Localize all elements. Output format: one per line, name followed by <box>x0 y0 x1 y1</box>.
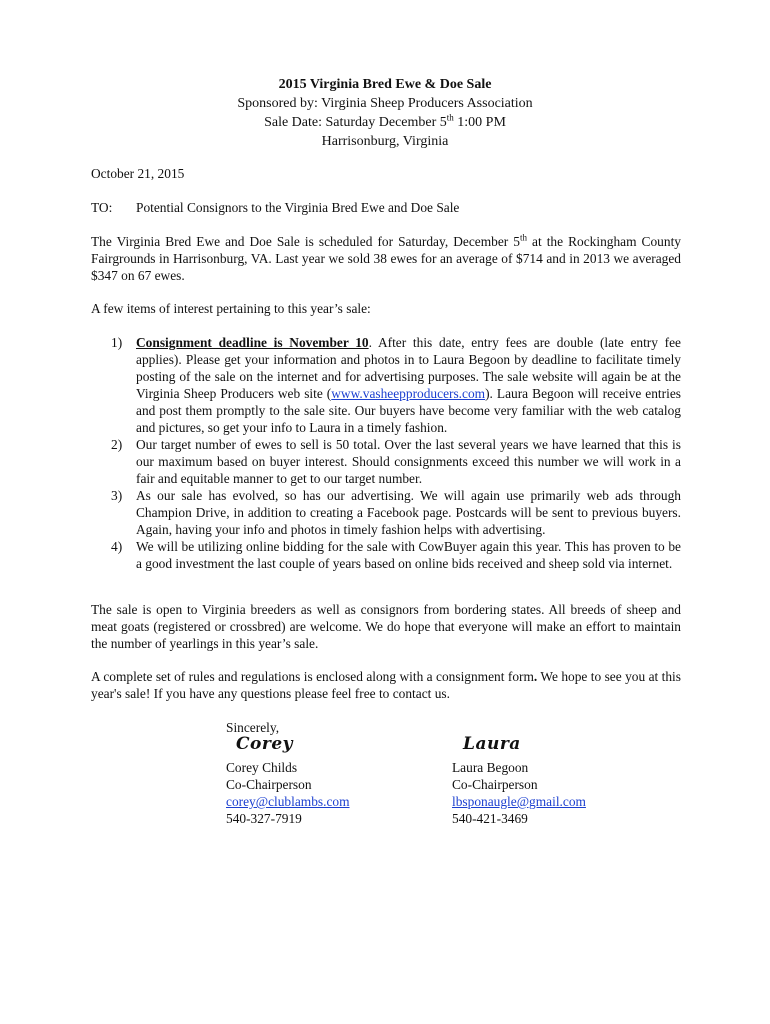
eligibility-paragraph: The sale is open to Virginia breeders as well as consignors from bordering states. All breeds of sheep and meat goats (registered or crossbred) are welcome. We do hope that everyone will make an effort to maintain the number of yearlings in this year’s sale. <box>91 602 681 651</box>
signer-phone: 540-421-3469 <box>452 811 528 826</box>
items-intro: A few items of interest pertaining to this year’s sale: <box>91 301 371 316</box>
intro-text-a: The Virginia Bred Ewe and Doe Sale is scheduled for Saturday, December 5 <box>91 234 520 249</box>
list-item <box>91 334 681 436</box>
sale-date-sup: th <box>446 112 454 123</box>
item-text-a: . After this date, entry fees are double (late entry fee applies). Please get your information and photos in to Laura Begoon by deadline to facilitate timely posting of the sale on the internet and for advertising purposes. The sale website will again be at the Virginia Sheep Producers web site ( <box>136 335 681 401</box>
rules-text-a: A complete set of rules and regulations is enclosed along with a consignment form <box>91 669 534 684</box>
website-link[interactable]: www.vasheepproducers.com <box>331 386 486 401</box>
list-item <box>91 487 681 538</box>
deadline-text: Consignment deadline is November 10 <box>136 335 369 350</box>
rules-period: . <box>533 669 538 684</box>
item-text: We will be utilizing online bidding for the sale with CowBuyer again this year. This has proven to be a good investment the last couple of years based on online bids received and sheep sold via internet. <box>136 539 681 571</box>
signature-corey: Corey <box>236 734 294 754</box>
signer-email-link[interactable]: lbsponaugle@gmail.com <box>452 794 586 809</box>
rules-paragraph <box>91 668 681 702</box>
sponsor-line: Sponsored by: Virginia Sheep Producers Association <box>237 96 533 111</box>
signer-phone: 540-327-7919 <box>226 811 302 826</box>
rules-text-b: We hope to see you at this year's sale! If you have any questions please feel free to contact us. <box>91 669 681 701</box>
intro-sup: th <box>519 232 527 243</box>
to-text: Potential Consignors to the Virginia Bred Ewe and Doe Sale <box>136 200 460 215</box>
closing: Sincerely, <box>226 720 280 735</box>
sale-date-line <box>0 113 770 132</box>
letter-date: October 21, 2015 <box>91 166 185 181</box>
item-text: As our sale has evolved, so has our advertising. We will again use primarily web ads through Champion Drive, in addition to creating a Facebook page. Postcards will be sent to previous buyers. Again, having your info and photos in timely fashion helps with advertising. <box>136 488 681 537</box>
item-text: Our target number of ewes to sell is 50 total. Over the last several years we have learned that this is our maximum based on buyer interest. Should consignments exceed this number we will work in a fair and equitable manner to get to our target number. <box>136 437 681 486</box>
signer-name: Corey Childs <box>226 760 298 775</box>
items-list <box>91 334 681 572</box>
to-line <box>91 199 681 216</box>
signer-title: Co-Chairperson <box>452 777 538 792</box>
signer-title: Co-Chairperson <box>226 777 312 792</box>
list-item <box>91 538 681 572</box>
sale-title: 2015 Virginia Bred Ewe & Doe Sale <box>278 77 492 92</box>
item-number: 1) <box>111 335 123 350</box>
intro-paragraph <box>91 233 681 284</box>
to-label: TO: <box>91 200 113 215</box>
item-number: 4) <box>111 539 123 554</box>
sale-date-suffix: 1:00 PM <box>453 115 506 130</box>
list-item <box>91 436 681 487</box>
sale-location: Harrisonburg, Virginia <box>321 134 449 149</box>
letter-header <box>0 75 770 151</box>
signer-block-laura <box>452 759 586 827</box>
item-text-b: ). Laura Begoon will receive entries and post them promptly to the sale site. Our buyers have become very familiar with the web catalog and pictures, so get your info to Laura in a timely fashion. <box>136 386 681 435</box>
intro-text-b: at the Rockingham County Fairgrounds in Harrisonburg, VA. Last year we sold 38 ewes for an average of $714 and in 2013 we averaged $347 on 67 ewes. <box>91 234 681 283</box>
signer-block-corey <box>226 759 350 827</box>
sale-date-prefix: Sale Date: Saturday December 5 <box>264 115 447 130</box>
item-number: 2) <box>111 437 123 452</box>
signer-email-link[interactable]: corey@clublambs.com <box>226 794 350 809</box>
signature-laura: Laura <box>463 734 521 754</box>
signer-name: Laura Begoon <box>452 760 529 775</box>
item-number: 3) <box>111 488 123 503</box>
